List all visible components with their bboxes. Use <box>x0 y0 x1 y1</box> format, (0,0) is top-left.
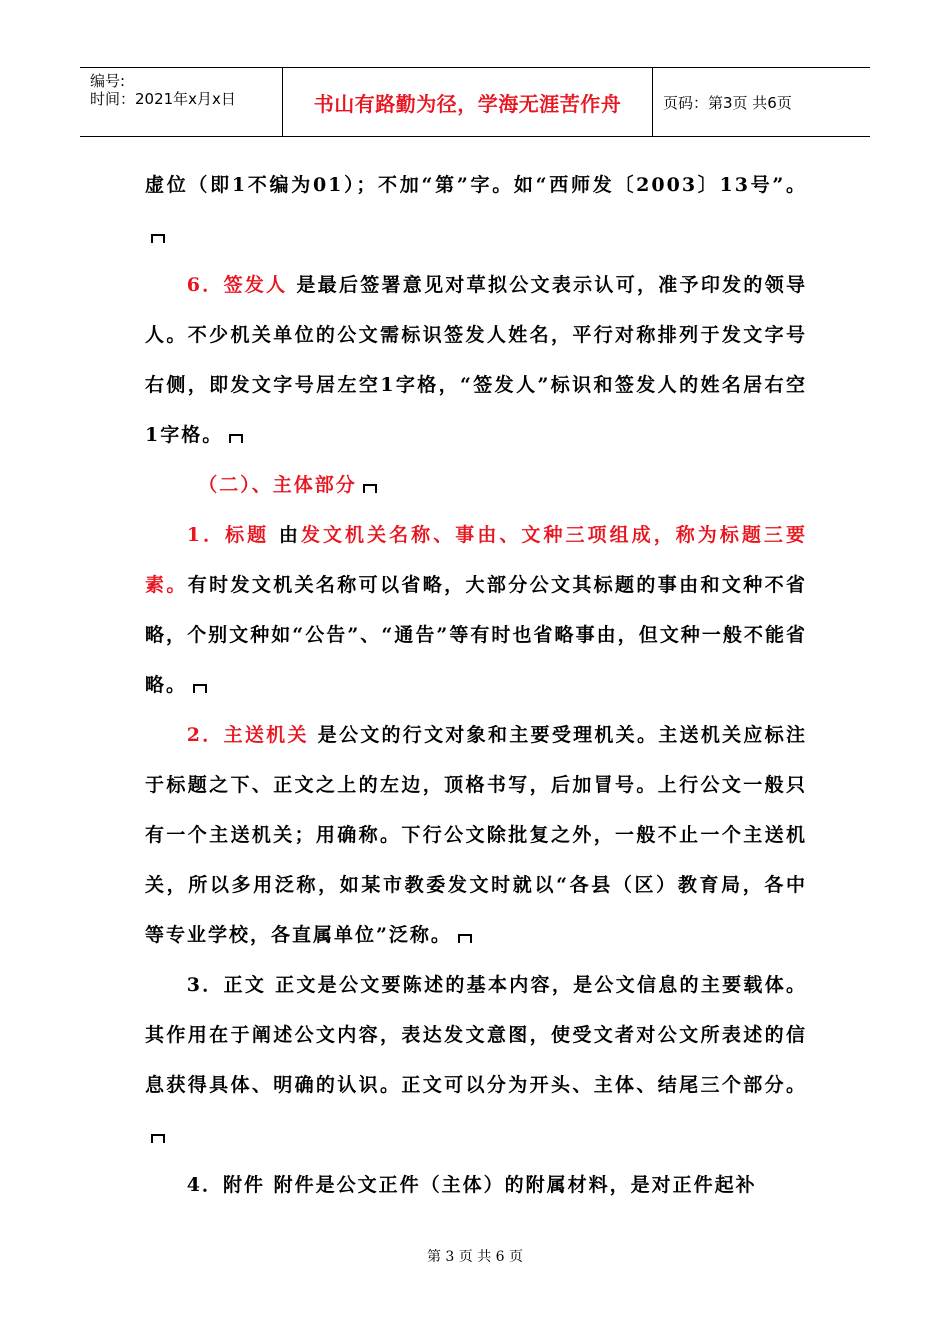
paragraph-text: 是公文的行文对象和主要受理机关。主送机关应标注于标题之下、正文之上的左边，顶格书写，后加冒号。上行公文一般只有一个主送机关；用确称。下行公文除批复之外，一般不止一个主送机关，所以多用泛称，如某市教委发文时就以“各县（区）教育局，各中等专业学校，各直属单位”泛称。 <box>145 724 807 946</box>
number-label: 编号: <box>90 72 126 90</box>
item-heading-title: 1．标题 <box>186 524 270 546</box>
header-page-cell <box>653 68 870 136</box>
paragraph-text: 4．附件 附件是公文正件（主体）的附属材料，是对正件起补 <box>186 1174 757 1196</box>
paragraph-signer <box>145 260 807 460</box>
paragraph-mark-icon <box>227 431 245 443</box>
header-page-label: 页码：第3页 共6页 <box>663 93 792 112</box>
time-label: 时间：2021年x月x日 <box>90 90 236 108</box>
paragraph-text: 虚位（即1不编为01）；不加“第”字。如“西师发〔2003〕13号”。 <box>145 174 807 196</box>
page-footer: 第 3 页 共 6 页 <box>426 1249 524 1265</box>
paragraph-attachment <box>145 1160 807 1210</box>
highlighted-text: 发文机关名称、事由、文种三项组成，称为标题三要素。 <box>145 524 807 596</box>
document-body <box>145 160 807 1210</box>
section-title-text: （二）、主体部分 <box>198 474 357 496</box>
header-meta <box>80 68 283 136</box>
item-heading-recipient: 2．主送机关 <box>186 724 309 746</box>
paragraph-body-text <box>145 960 807 1160</box>
paragraph-recipient <box>145 710 807 960</box>
paragraph-text: 是最后签署意见对草拟公文表示认可，准予印发的领导人。不少机关单位的公文需标识签发人姓名，平行对称排列于发文字号右侧，即发文字号居左空1字格，“签发人”标识和签发人的姓名居右空1字格。 <box>145 274 807 446</box>
paragraph-mark-icon <box>456 931 474 943</box>
paragraph-title <box>145 510 807 710</box>
item-heading-signer: 6．签发人 <box>186 274 288 296</box>
paragraph-continued <box>145 160 807 260</box>
paragraph-mark-icon <box>149 231 167 243</box>
paragraph-mark-icon <box>149 1131 167 1143</box>
header-motto-cell <box>283 68 653 136</box>
paragraph-mark-icon <box>191 681 209 693</box>
paragraph-text: 有时发文机关名称可以省略，大部分公文其标题的事由和文种不省略，个别文种如“公告”、“通告”等有时也省略事由，但文种一般不能省略。 <box>145 574 807 696</box>
paragraph-text: 3．正文 正文是公文要陈述的基本内容，是公文信息的主要载体。其作用在于阐述公文内容，表达发文意图，使受文者对公文所表述的信息获得具体、明确的认识。正文可以分为开头、主体、结尾三个部分。 <box>145 974 807 1096</box>
section-title <box>145 460 807 510</box>
paragraph-text: 由 <box>269 524 301 546</box>
paragraph-mark-icon <box>361 481 379 493</box>
page-header <box>80 67 870 137</box>
header-motto: 书山有路勤为径，学海无涯苦作舟 <box>313 91 622 116</box>
